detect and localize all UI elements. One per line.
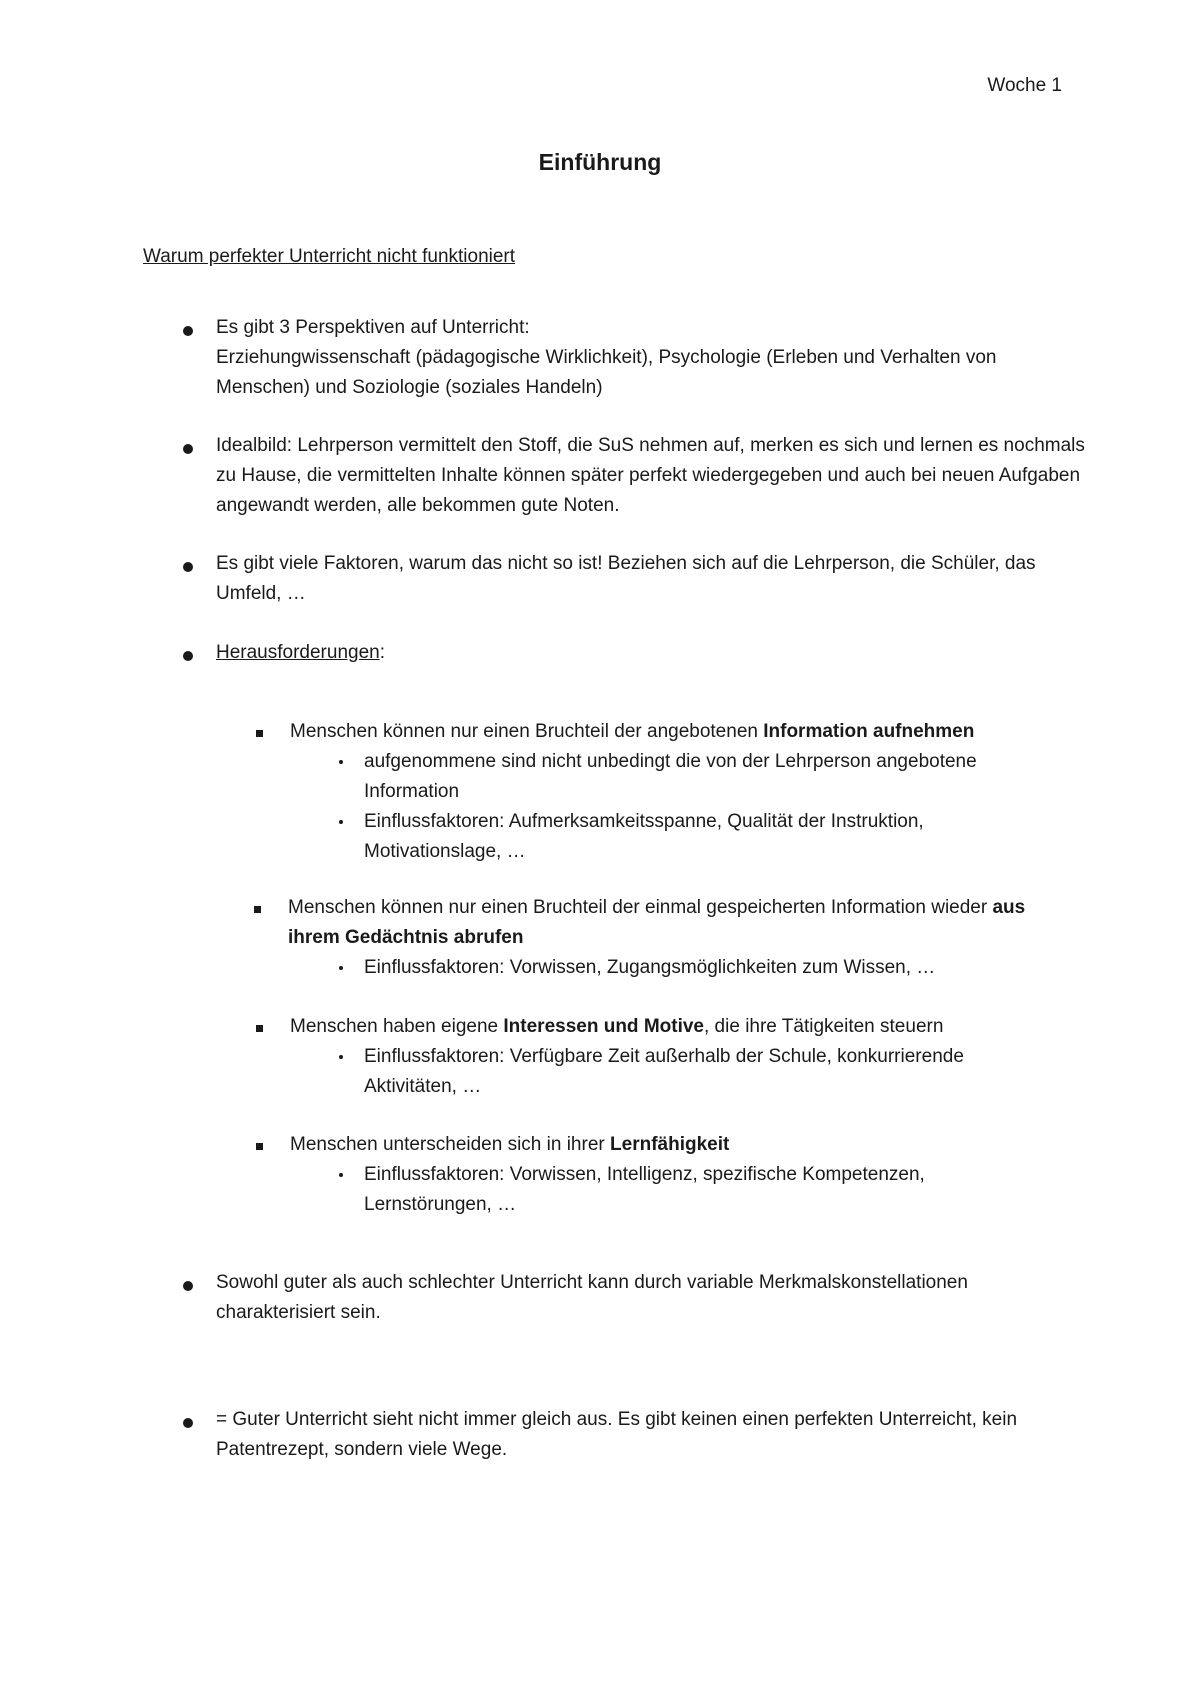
bullet-idealbild: Idealbild: Lehrperson vermittelt den Stoff, die SuS nehmen auf, merken es sich und lernen es nochmals zu Hause, die vermittelten Inhalte können später perfekt wiedergegeben und auch bei neuen Aufgaben angewandt werden, alle bekommen gute Noten. [216,435,1085,516]
bullet-dot [183,444,193,454]
square-bullet [254,906,261,913]
challenge-detail: Einflussfaktoren: Vorwissen, Intelligenz, spezifische Kompetenzen, Lernstörungen, … [364,1164,925,1215]
challenge-text-post: , die ihre Tätigkeiten steuern [704,1016,944,1037]
challenge-text: Menschen haben eigene [290,1016,504,1037]
square-bullet [256,1143,263,1150]
challenge-lernfaehigkeit [290,1130,1080,1160]
challenge-bold: Interessen und Motive [503,1016,704,1037]
header-week: Woche 1 [987,75,1062,96]
page-title: Einführung [538,149,662,175]
bullet-dot [183,326,193,336]
challenge-detail: aufgenommene sind nicht unbedingt die von der Lehrperson angebotene Information [364,751,977,802]
challenge-bold: Lernfähigkeit [610,1134,730,1155]
challenge-bold: Information aufnehmen [763,721,975,742]
challenge-bold: aus ihrem Gedächtnis abrufen [288,897,1026,948]
challenge-interessen [290,1012,1080,1042]
challenge-detail: Einflussfaktoren: Aufmerksamkeitsspanne, Qualität der Instruktion, Motivationslage, … [364,811,924,862]
herausforderungen-label: Herausforderungen [216,642,380,663]
dot-bullet [339,820,343,824]
bullet-faktoren: Es gibt viele Faktoren, warum das nicht so ist! Beziehen sich auf die Lehrperson, die Schüler, das Umfeld, … [216,553,1036,604]
bullet-dot [183,651,193,661]
challenge-text: Menschen können nur einen Bruchteil der angebotenen [290,721,764,742]
bullet-dot [183,1281,193,1291]
bullet-perspectives [216,313,1086,403]
bullet-fazit: = Guter Unterricht sieht nicht immer gleich aus. Es gibt keinen einen perfekten Unterreicht, kein Patentrezept, sondern viele Wege. [216,1409,1018,1460]
challenge-detail: Einflussfaktoren: Vorwissen, Zugangsmöglichkeiten zum Wissen, … [364,957,936,978]
challenge-text: Menschen können nur einen Bruchteil der einmal gespeicherten Information wieder [288,897,993,918]
challenge-detail: Einflussfaktoren: Verfügbare Zeit außerhalb der Schule, konkurrierende Aktivitäten, … [364,1046,964,1097]
square-bullet [256,730,263,737]
dot-bullet [339,1055,343,1059]
bullet-herausforderungen [216,638,1086,668]
bullet-dot [183,562,193,572]
dot-bullet [339,966,343,970]
dot-bullet [339,1173,343,1177]
bullet-perspectives-line1: Es gibt 3 Perspektiven auf Unterricht: [216,317,530,338]
challenge-aufnehmen [290,717,1080,747]
herausforderungen-colon: : [379,642,385,663]
challenge-text: Menschen unterscheiden sich in ihrer [290,1134,611,1155]
bullet-merkmalskonstellationen: Sowohl guter als auch schlechter Unterricht kann durch variable Merkmalskonstellationen charakterisiert sein. [216,1272,968,1323]
square-bullet [256,1025,263,1032]
challenge-abrufen [288,893,1078,953]
dot-bullet [339,760,343,764]
bullet-dot [183,1418,193,1428]
section-heading: Warum perfekter Unterricht nicht funktioniert [143,246,516,267]
bullet-perspectives-line2: Erziehungwissenschaft (pädagogische Wirklichkeit), Psychologie (Erleben und Verhalten von Menschen) und Soziologie (soziales Handeln) [216,347,997,398]
